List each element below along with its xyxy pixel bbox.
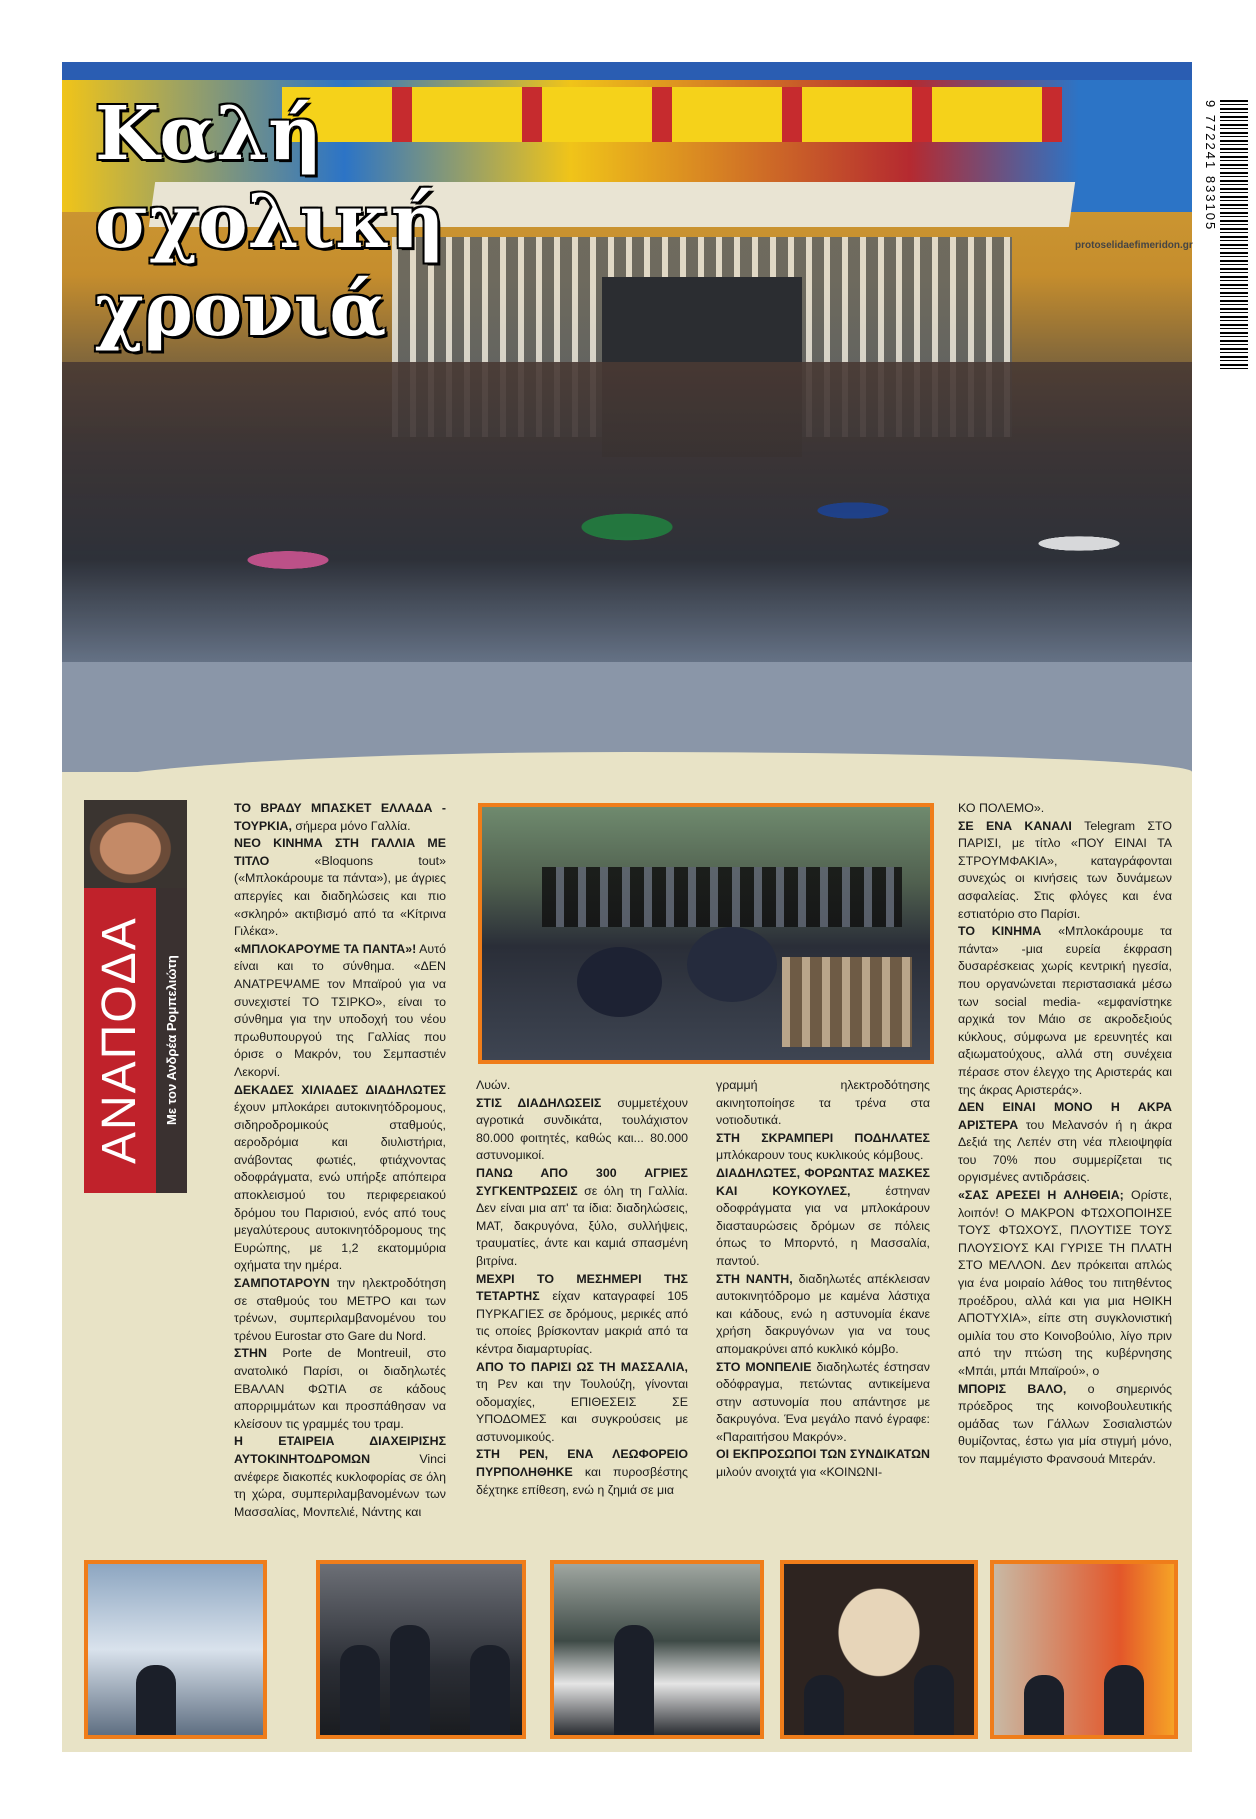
barricade-pallets (782, 957, 912, 1047)
photo-tear-gas (84, 1560, 267, 1739)
figure (614, 1625, 654, 1735)
figure (914, 1665, 954, 1735)
paragraph-lead: ΜΠΟΡΙΣ ΒΑΛΟ, (958, 1381, 1067, 1396)
paragraph-lead: ΣΕ ΕΝΑ ΚΑΝΑΛΙ (958, 818, 1072, 833)
paragraph-lead: ΟΙ ΕΚΠΡΟΣΩΠΟΙ ΤΩΝ ΣΥΝΔΙΚΑΤΩΝ (716, 1447, 930, 1462)
author-photo (84, 800, 187, 888)
article-paragraph (716, 1077, 930, 1130)
article-paragraph (476, 1095, 688, 1165)
police-helmet (687, 927, 777, 1002)
article-paragraph (476, 1446, 688, 1499)
police-helmet (577, 947, 662, 1017)
article-paragraph (234, 941, 446, 1082)
column-title: ΑΝΑΠΟΔΑ (93, 916, 146, 1165)
figure (1024, 1675, 1064, 1735)
photo-riot-police-gate (316, 1560, 526, 1739)
photo-protest-banner (780, 1560, 978, 1739)
paragraph-lead: ΤΟ ΚΙΝΗΜΑ (958, 924, 1042, 939)
crowd-of-pupils (62, 362, 1192, 692)
paragraph-text: του Μελανσόν ή η άκρα Δεξιά της Λεπέν στη νέα πλειοψηφία του 70% που συμμερίζεται τις οργισμένες αντιδράσεις. (958, 1117, 1172, 1185)
article-paragraph (476, 1077, 688, 1095)
paragraph-lead: «ΜΠΛΟΚΑΡΟΥΜΕ ΤΑ ΠΑΝΤΑ»! (234, 941, 417, 956)
photo-burning-building (990, 1560, 1178, 1739)
paragraph-text: έχουν μπλοκάρει αυτοκινητόδρομους, σιδηροδρομικούς σταθμούς, αεροδρόμια και διυλιστήρια, ανάβοντας φωτιές, φτιάχνοντας οδοφράγματα, ενώ υπήρξε απόπειρα αποκλεισμού του περιφερειακού δρόμου του Παρισιού, ενός από τους μεγαλύτερους αυτοκινητόδρομους της Ευρώπης, με 1,2 εκατομμύρια οχήματα την ημέρα. (234, 1100, 446, 1273)
paragraph-text: ο σημερινός πρόεδρος της κοινοβουλευτικής ομάδας των Γάλλων Σοσιαλιστών θυμίζοντας, έστω για μία στιγμή μόνο, τον παμμέγιστο Φρανσουά Μιτεράν. (958, 1381, 1172, 1466)
paragraph-text: γραμμή ηλεκτροδότησης ακινητοποίησε τα τρένα στα νοτιοδυτικά. (716, 1078, 930, 1128)
article-column-2 (476, 1077, 688, 1499)
figure (136, 1665, 176, 1735)
paragraph-text: διαδηλωτές έστησαν οδόφραγμα, πετώντας αντικείμενα στην αστυνομία που απάντησε με δακρυγόνα. Ένα μεγάλο πανό έγραφε: «Παραιτήσου Μακρόν». (716, 1359, 930, 1444)
article-paragraph (476, 1165, 688, 1271)
article-paragraph (716, 1359, 930, 1447)
paragraph-lead: ΝΕΟ ΚΙΝΗΜΑ ΣΤΗ ΓΑΛΛΙΑ ΜΕ ΤΙΤΛΟ (234, 836, 446, 868)
article-paragraph (716, 1271, 930, 1359)
paragraph-text: έστηναν οδοφράγματα για να μπλοκάρουν διασταυρώσεις δρόμων σε πόλεις όπως το Μπορντό, η Μασσαλία, παντού. (716, 1183, 930, 1268)
article-paragraph (234, 1345, 446, 1433)
paragraph-lead: ΣΤΗ ΡΕΝ, ΕΝΑ ΛΕΩΦΟΡΕΙΟ ΠΥΡΠΟΛΗΘΗΚΕ (476, 1447, 688, 1480)
figure (390, 1625, 430, 1735)
article-paragraph (958, 818, 1172, 924)
paragraph-lead: ΣΤΗ ΣΚΡΑΜΠΕΡΙ ΠΟΔΗΛΑΤΕΣ (716, 1130, 930, 1145)
paragraph-text: Ορίστε, λοιπόν! Ο ΜΑΚΡΟΝ ΦΤΩΧΟΠΟΙΗΣΕ ΤΟΥΣ ΦΤΩΧΟΥΣ, ΠΛΟΥΤΙΣΕ ΤΟΥΣ ΠΛΟΥΣΙΟΥΣ ΚΑΙ ΓΥΡΙΣΕ ΤΗ ΠΛΑΤΗ ΣΤΟ ΜΕΛΛΟΝ. Δεν πρόκειται απλώς για ένα μοιραίο λάθος του πιτηθέντος προέδρου, αλλά και για μια ΗΘΙΚΗ ΑΠΟΤΥΧΙΑ», είπε στη συγκλονιστική ομιλία του στο Κοινοβούλιο, λίγο πριν από την πτώση της κυβέρνησης «Μπάι, μπάι Μπαϊρού», ο (958, 1188, 1173, 1378)
paragraph-lead: ΔΙΑΔΗΛΩΤΕΣ, ΦΟΡΩΝΤΑΣ ΜΑΣΚΕΣ ΚΑΙ ΚΟΥΚΟΥΛΕΣ, (716, 1165, 930, 1198)
paragraph-text: Telegram ΣΤΟ ΠΑΡΙΣΙ, με τίτλο «ΠΟΥ ΕΙΝΑΙ ΤΑ ΣΤΡΟΥΜΦΑΚΙΑ», καταγράφονται συνεχώς οι κινήσεις των δυνάμεων ασφαλείας. Στις φλόγες και ένα εστιατόριο στο Παρίσι. (958, 818, 1172, 921)
paragraph-text: την ηλεκτροδότηση σε σταθμούς του ΜΕΤΡΟ και των τρένων, συμπεριλαμβανομένου του τρένου Eurostar στο Gare du Nord. (234, 1276, 446, 1343)
paragraph-text: ΚΟ ΠΟΛΕΜΟ». (958, 801, 1045, 815)
paragraph-text: «Bloquons tout» («Μπλοκάρουμε τα πάντα»), με άγριες απεργίες και διαδηλώσεις και πιο «σκληρό» ακτιβισμό από τα «Κίτρινα Γιλέκα». (234, 853, 446, 939)
paragraph-text: σήμερα μόνο Γαλλία. (291, 818, 411, 833)
riot-police-photo (478, 803, 934, 1064)
paragraph-lead: ΔΕΝ ΕΙΝΑΙ ΜΟΝΟ Η ΑΚΡΑ ΑΡΙΣΤΕΡΑ (958, 1100, 1172, 1132)
article-paragraph (476, 1271, 688, 1359)
paragraph-text: «Μπλοκάρουμε τα πάντα» -μια ευρεία έκφραση δυσαρέσκειας χωρίς κεντρική ηγεσία, που οργανώνεται περιστασιακά μέσω των social media- «εμφανίστηκε αρχικά τον Μάιο σε ακροδεξιούς κύκλους, σύμφωνα με ερευνητές και αξιωματούχους, αλλά στη συνέχεια πέρασε στον έλεγχο της Αριστεράς και της άκρας Αριστεράς». (958, 924, 1173, 1097)
paragraph-lead: ΠΑΝΩ ΑΠΟ 300 ΑΓΡΙΕΣ ΣΥΓΚΕΝΤΡΩΣΕΙΣ (476, 1165, 688, 1198)
figure (470, 1645, 510, 1735)
paragraph-lead: ΤΟ ΒΡΑΔΥ ΜΠΑΣΚΕΤ ΕΛΛΑΔΑ - ΤΟΥΡΚΙΑ, (234, 801, 446, 833)
paragraph-text: Αυτό είναι και το σύνθημα. «ΔΕΝ ΑΝΑΤΡΕΨΑΜΕ τον Μπαϊρού για να συνεχιστεί ΤΟ ΤΣΙΡΚΟ», είναι το σύνθημα για την υποδοχή του νέου πρωθυπουργού της Γαλλίας που όρισε ο Μακρόν, του Σεμπαστιέν Λεκορνί. (234, 941, 446, 1079)
facade-stripe (62, 62, 1192, 80)
article-paragraph (958, 1381, 1172, 1469)
article-column-3 (716, 1077, 930, 1482)
article-column-1 (234, 800, 446, 1521)
paragraph-lead: ΣΤΟ ΜΟΝΠΕΛΙΕ (716, 1359, 812, 1374)
figure (1104, 1665, 1144, 1735)
paragraph-lead: ΑΠΟ ΤΟ ΠΑΡΙΣΙ ΩΣ ΤΗ ΜΑΣΣΑΛΙΑ, (476, 1359, 688, 1374)
article-paragraph (476, 1359, 688, 1447)
paragraph-text: Vinci ανέφερε διακοπές κυκλοφορίας σε όλη τη χώρα, συμπεριλαμβανομένων των Μασσαλίας, Μονπελιέ, Νάντης και (234, 1451, 446, 1519)
paragraph-text: συμμετέχουν αγροτικά συνδικάτα, τουλάχιστον 80.000 φοιτητές, καθώς και... 80.000 αστυνομικοί. (476, 1095, 689, 1163)
article-paragraph (234, 800, 446, 835)
barcode-icon (1220, 100, 1248, 370)
paragraph-lead: ΣΤΙΣ ΔΙΑΔΗΛΩΣΕΙΣ (476, 1095, 602, 1110)
paragraph-text: Porte de Montreuil, στο ανατολικό Παρίσι, οι διαδηλωτές ΕΒΑΛΑΝ ΦΩΤΙΑ σε κάδους απορριμμάτων και προσπάθησαν να κλείσουν τις γραμμές του τραμ. (234, 1346, 446, 1431)
column-author: Με τον Ανδρέα Ρομπελιώτη (164, 955, 179, 1126)
barcode-number: 9 772241 833105 (1203, 100, 1218, 232)
article-paragraph (234, 1082, 446, 1276)
figure (804, 1675, 844, 1735)
article-paragraph (716, 1165, 930, 1271)
paragraph-text: είχαν καταγραφεί 105 ΠΥΡΚΑΓΙΕΣ σε δρόμους, μερικές από τις οποίες βρίσκονταν μακριά από τα κέντρα διαμαρτυρίας. (476, 1289, 688, 1356)
article-paragraph (234, 1275, 446, 1345)
paragraph-text: τη Ρεν και την Τουλούζη, γίνονται οδομαχίες, ΕΠΙΘΕΣΕΙΣ ΣΕ ΥΠΟΔΟΜΕΣ και συγκρούσεις με αστυνομικούς. (476, 1377, 688, 1444)
figure (340, 1645, 380, 1735)
article-paragraph (958, 923, 1172, 1099)
protesters (542, 867, 902, 927)
paragraph-text: διαδηλωτές απέκλεισαν αυτοκινητόδρομο με καμένα λάστιχα και κάδους, ενώ η αστυνομία έκανε χρήση δακρυγόνων για να τους απομακρύνει από κυκλικό κόμβο. (716, 1271, 930, 1356)
paragraph-text: μπλόκαρουν τους κυκλικούς κόμβους. (716, 1148, 924, 1163)
watermark: protoselidaefimeridon.gr (1075, 240, 1193, 251)
paragraph-lead: ΣΤΗ ΝΑΝΤΗ, (716, 1271, 793, 1286)
article-paragraph (234, 1433, 446, 1521)
article-column-4 (958, 800, 1172, 1469)
article-paragraph (958, 1099, 1172, 1187)
paragraph-text: μιλούν ανοιχτά για «ΚΟΙΝΩΝΙ- (716, 1465, 883, 1480)
article-paragraph (234, 835, 446, 941)
paragraph-lead: ΣΤΗΝ (234, 1346, 267, 1361)
photo-police-car-street (550, 1560, 764, 1739)
article-paragraph (958, 800, 1172, 818)
paragraph-lead: Η ΕΤΑΙΡΕΙΑ ΔΙΑΧΕΙΡΙΣΗΣ ΑΥΤΟΚΙΝΗΤΟΔΡΟΜΩΝ (234, 1434, 446, 1466)
paragraph-lead: ΔΕΚΑΔΕΣ ΧΙΛΙΑΔΕΣ ΔΙΑΔΗΛΩΤΕΣ (234, 1082, 446, 1097)
article-paragraph (716, 1446, 930, 1481)
paragraph-lead: ΜΕΧΡΙ ΤΟ ΜΕΣΗΜΕΡΙ ΤΗΣ ΤΕΤΑΡΤΗΣ (476, 1271, 688, 1304)
paragraph-text: Λυών. (476, 1078, 511, 1092)
paragraph-text: σε όλη τη Γαλλία. Δεν είναι μια απ' τα ίδια: διαδηλώσεις, ΜΑΤ, δακρυγόνα, ξύλο, συλλήψεις, τραυματίες, άντε και καμιά σπασμένη βιτρίνα. (476, 1183, 688, 1268)
paragraph-lead: «ΣΑΣ ΑΡΕΣΕΙ Η ΑΛΗΘΕΙΑ; (958, 1188, 1124, 1203)
page-headline: Καλή σχολική χρονιά (95, 91, 445, 353)
paragraph-lead: ΣΑΜΠΟΤΑΡΟΥΝ (234, 1276, 330, 1291)
article-paragraph (958, 1187, 1172, 1381)
paragraph-text: και πυροσβέστης δέχτηκε επίθεση, ενώ η ζημιά σε μια (476, 1465, 688, 1497)
article-paragraph (716, 1130, 930, 1165)
